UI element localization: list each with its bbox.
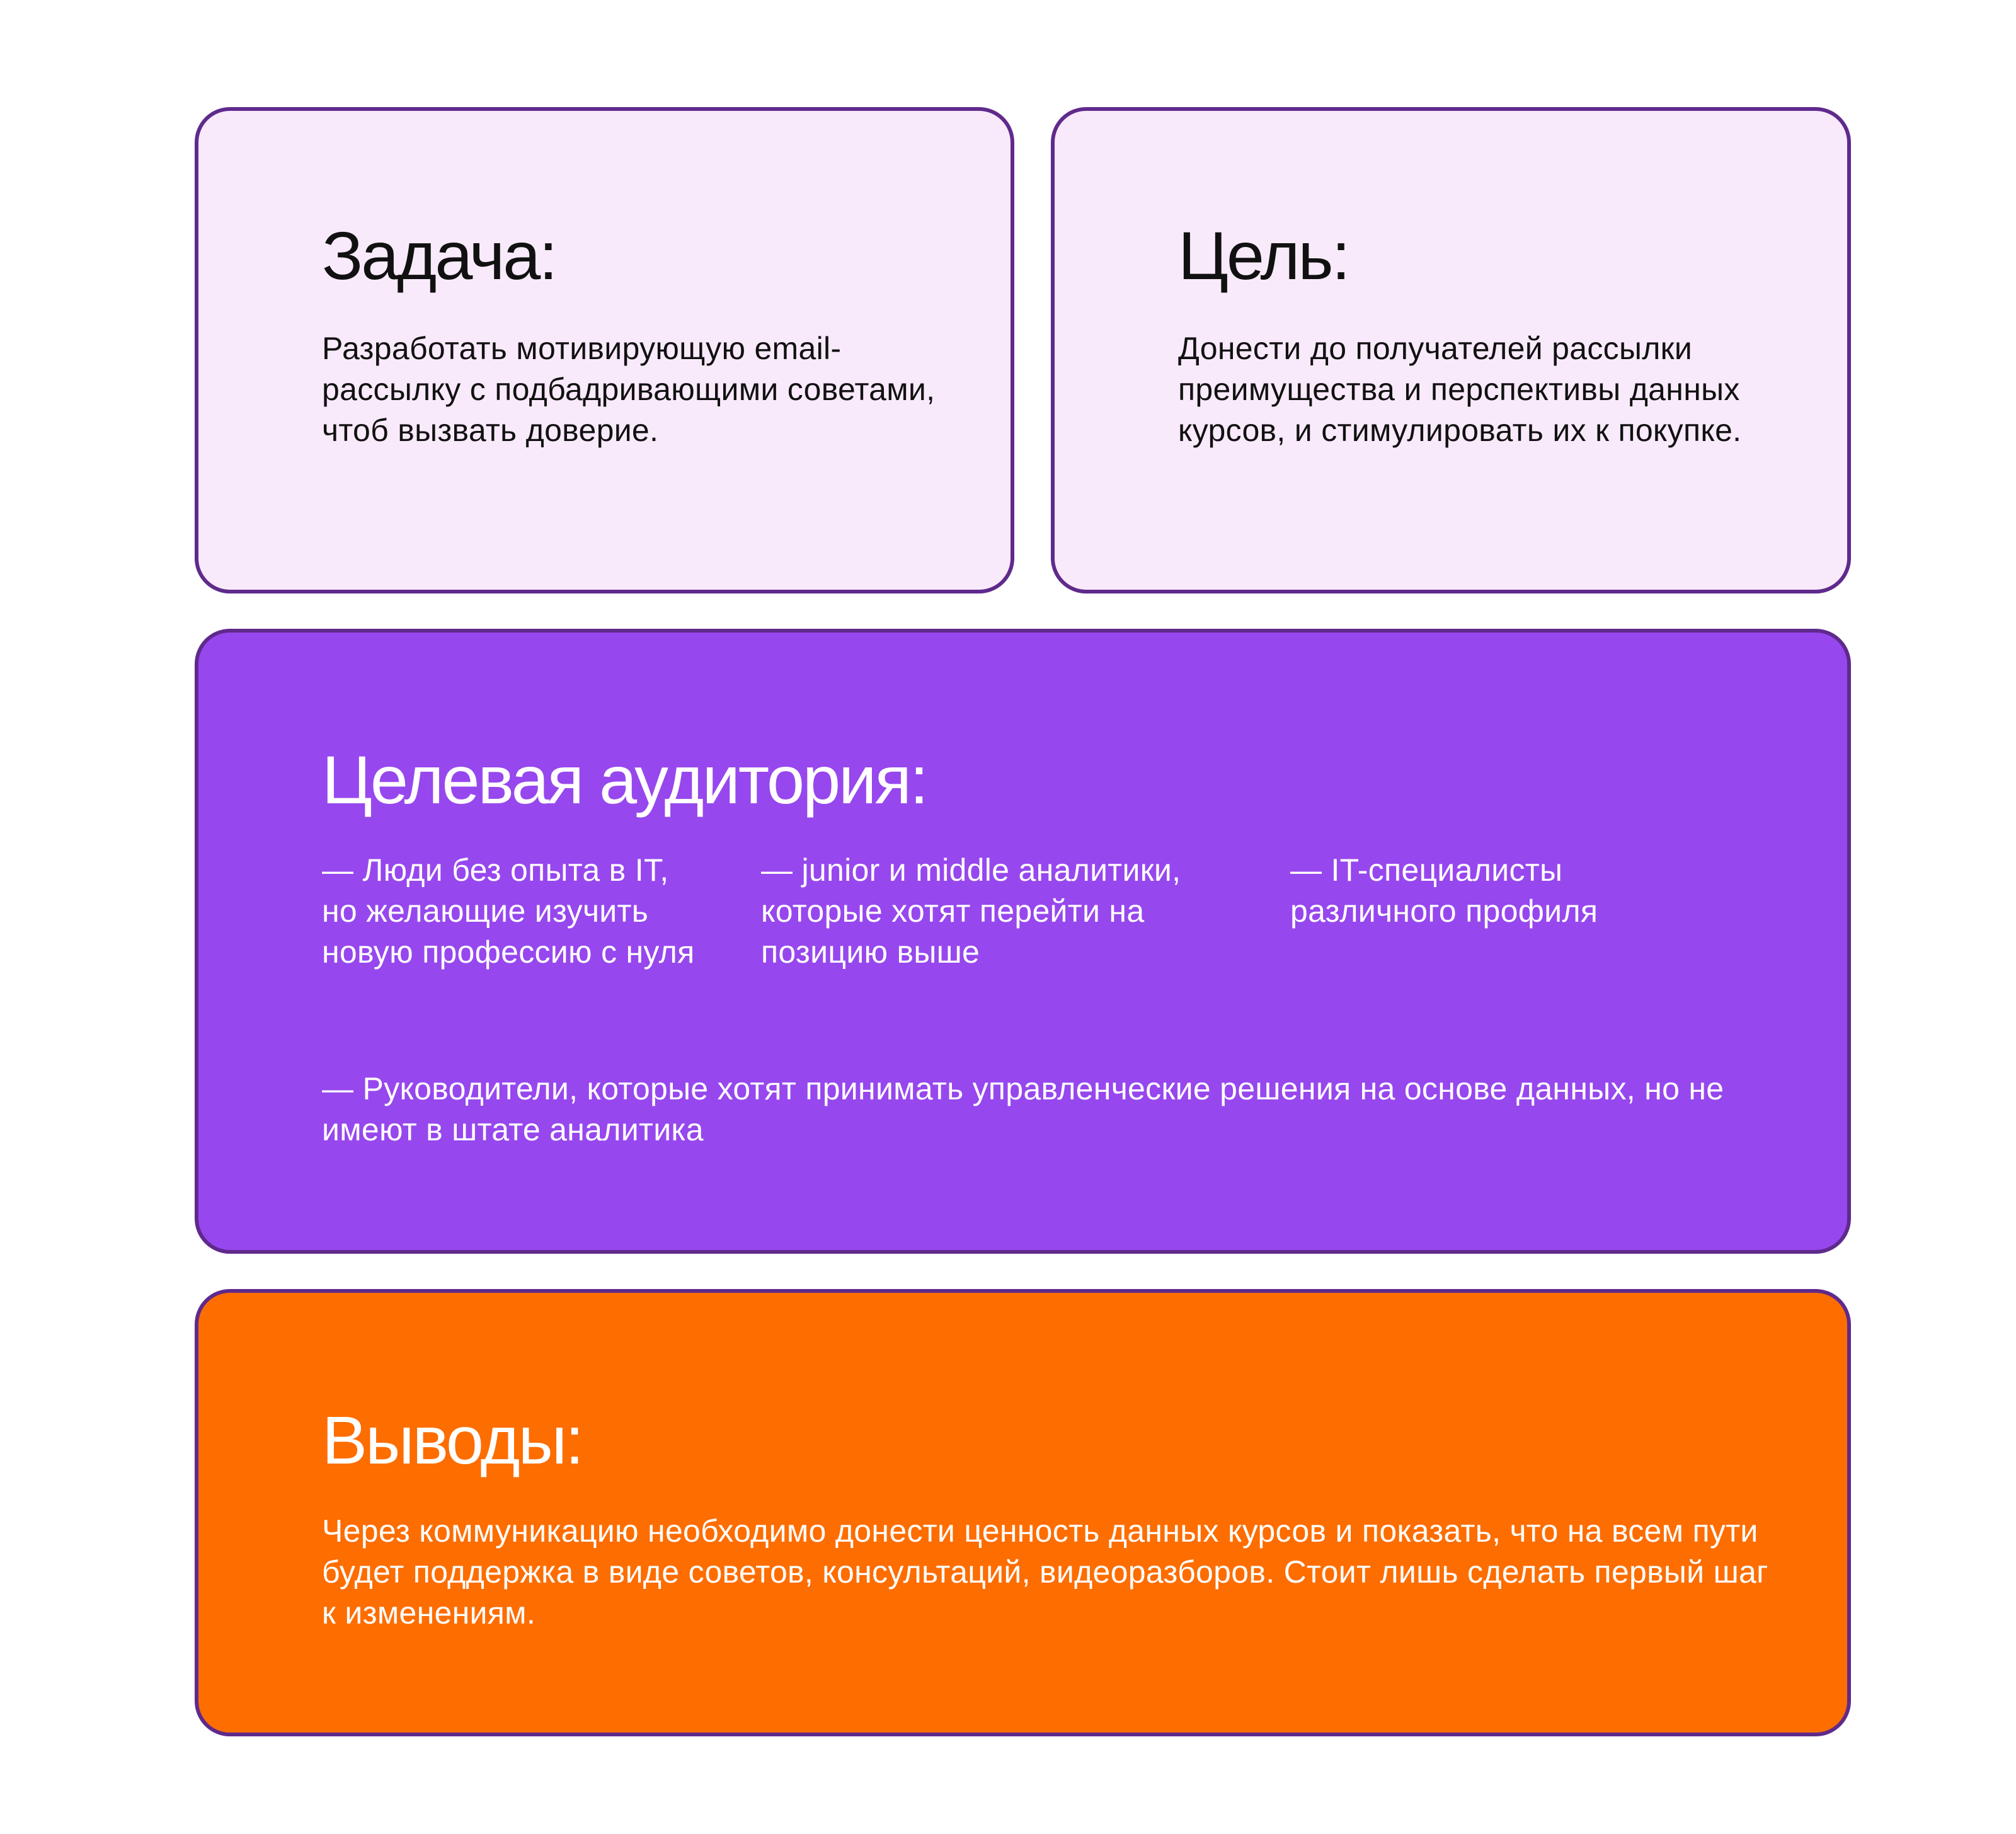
target-audience-title: Целевая аудитория: bbox=[322, 742, 927, 818]
target-audience-card bbox=[195, 629, 1851, 1254]
conclusions-text: Через коммуникацию необходимо донести ценность данных курсов и показать, что на всем пути будет поддержка в виде советов, консультаций, видеоразборов. Стоит лишь сделать первый шаг к изменениям. bbox=[322, 1513, 1768, 1631]
task-text: Разработать мотивирующую email-рассылку с подбадривающими советами, чтоб вызвать доверие. bbox=[322, 331, 936, 448]
audience-item-managers: — Руководители, которые хотят принимать управленческие решения на основе данных, но не имеют в штате аналитика bbox=[322, 1071, 1724, 1147]
conclusions-card bbox=[195, 1289, 1851, 1736]
task-card bbox=[195, 107, 1014, 593]
audience-item-analysts: — junior и middle аналитики, которые хотят перейти на позицию выше bbox=[761, 852, 1181, 970]
audience-item-it-specialists: — IT-специалисты различного профиля bbox=[1290, 852, 1598, 929]
task-title: Задача: bbox=[322, 217, 556, 294]
goal-title: Цель: bbox=[1178, 217, 1349, 294]
goal-card bbox=[1051, 107, 1851, 593]
conclusions-title: Выводы: bbox=[322, 1402, 583, 1478]
audience-item-beginners: — Люди без опыта в IT, но желающие изучить новую профессию с нуля bbox=[322, 852, 695, 970]
goal-text: Донести до получателей рассылки преимущества и перспективы данных курсов, и стимулировать их к покупке. bbox=[1178, 331, 1742, 448]
